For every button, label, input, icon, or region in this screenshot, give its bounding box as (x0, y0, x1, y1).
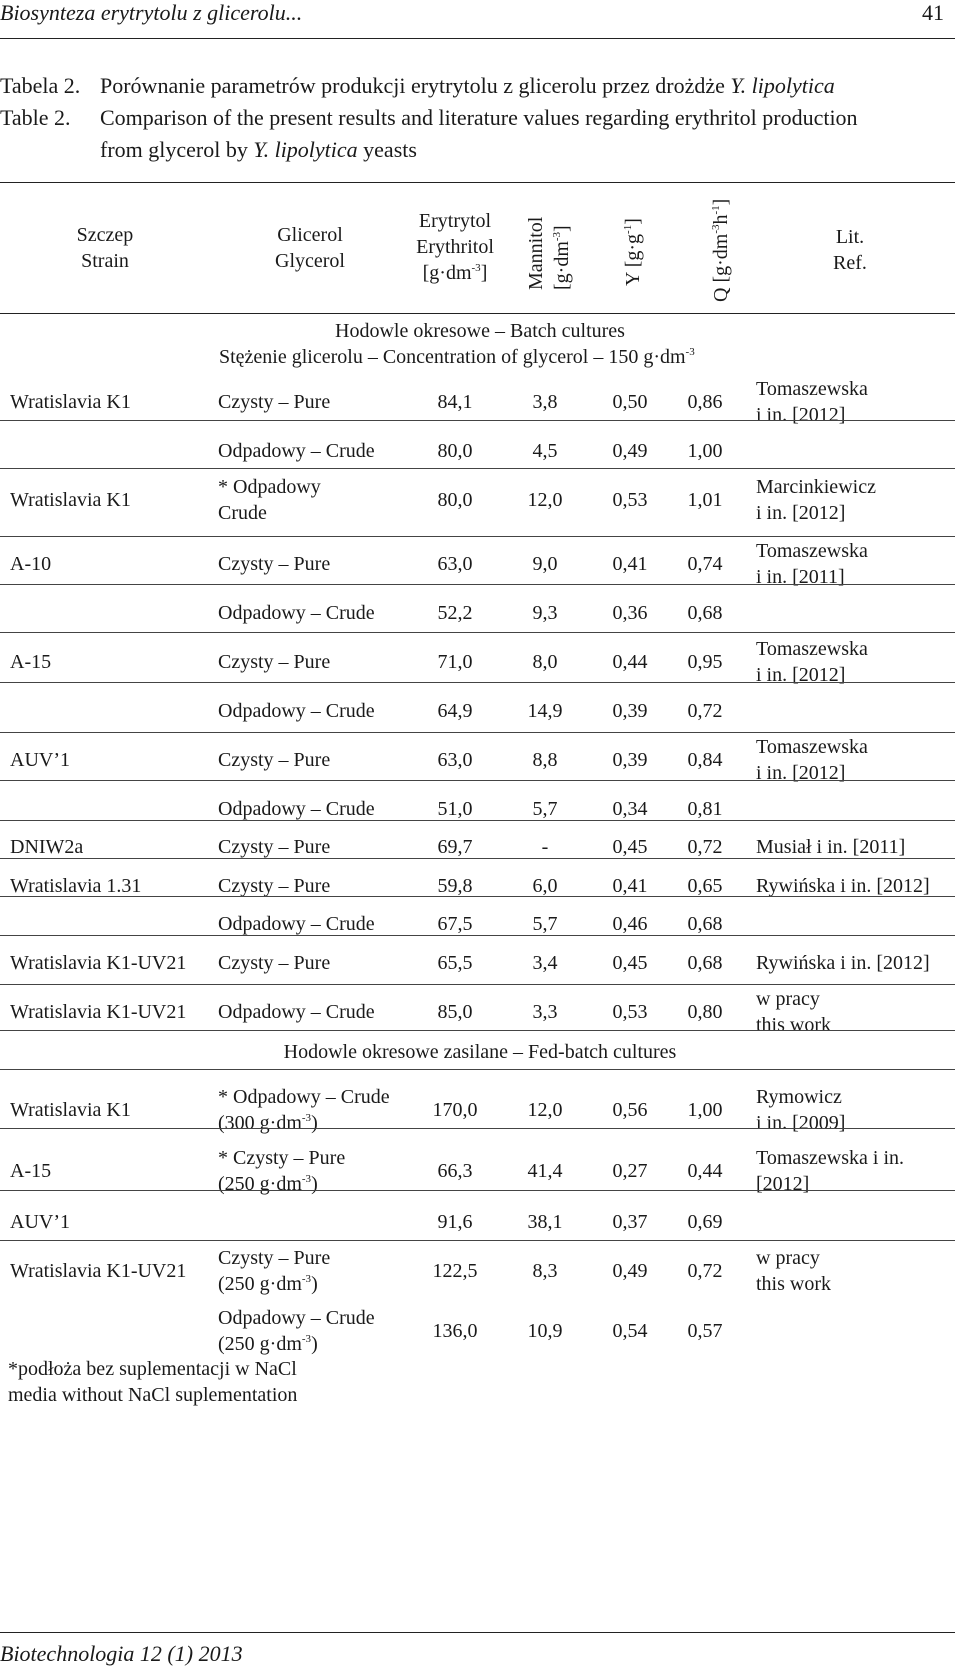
mannitol-cell: 38,1 (527, 1211, 563, 1233)
strain-cell: AUV’1 (10, 1211, 70, 1233)
header-glycerol-pl: Glicerol (277, 224, 343, 246)
mannitol-cell: 9,3 (532, 602, 558, 624)
erythritol-cell: 67,5 (437, 913, 473, 935)
glycerol-cell: Odpadowy – Crude (218, 602, 375, 624)
glycerol-cell: Odpadowy – Crude (218, 440, 375, 462)
yield-cell: 0,56 (612, 1099, 648, 1121)
glycerol-cell: Czysty – Pure (218, 875, 331, 897)
header-strain-en: Strain (81, 250, 129, 272)
reference-cell-line-2: i in. [2009] (756, 1112, 846, 1134)
glycerol-cell: Czysty – Pure (218, 749, 331, 771)
productivity-cell: 0,69 (687, 1211, 723, 1233)
erythritol-cell: 71,0 (437, 651, 473, 673)
erythritol-cell: 65,5 (437, 952, 473, 974)
header-glycerol-en: Glycerol (275, 250, 345, 272)
strain-cell: Wratislavia K1-UV21 (10, 1001, 187, 1023)
erythritol-cell: 51,0 (437, 798, 473, 820)
batch-section-subtitle: Stężenie glicerolu – Concentration of glycerol – 150 $g\cdot dm^{-3}$ (219, 346, 695, 368)
strain-cell: Wratislavia K1 (10, 1099, 131, 1121)
productivity-cell: 0,72 (687, 836, 723, 858)
header-erythritol-pl: Erytrytol (418, 210, 492, 232)
table-row-rule (0, 984, 955, 985)
footnote-line-1: *podłoża bez suplementacji w NaCl (8, 1358, 297, 1380)
table-row-rule (0, 1128, 955, 1129)
glycerol-cell: * Odpadowy – Crude (218, 1086, 390, 1108)
mannitol-cell: 14,9 (527, 700, 563, 722)
header-productivity: Q $[g\cdot dm^{-3}h^{-1}]$ (710, 198, 732, 302)
table-row-rule (0, 536, 955, 537)
strain-cell: A-10 (10, 553, 52, 575)
productivity-cell: 0,72 (687, 1260, 723, 1282)
productivity-cell: 0,86 (687, 391, 723, 413)
caption-en-text-1: Comparison of the present results and literature values regarding erythritol production (100, 105, 858, 130)
table-row-rule (0, 732, 955, 733)
header-erythritol-en: Erythritol (416, 236, 494, 258)
mannitol-cell: 3,3 (532, 1001, 558, 1023)
running-head-title: Biosynteza erytrytolu z glicerolu... (0, 0, 303, 25)
mannitol-cell: 4,5 (532, 440, 558, 462)
mannitol-cell: - (541, 836, 549, 858)
reference-cell: Tomaszewska i in. (756, 1147, 905, 1169)
header-mannitol: Mannitol (525, 216, 547, 290)
table-row-rule (0, 1240, 955, 1241)
productivity-cell: 1,01 (687, 489, 723, 511)
reference-cell-line-2: [2012] (756, 1173, 810, 1195)
footer-journal: Biotechnologia 12 (1) 2013 (0, 1641, 243, 1666)
reference-cell: w pracy (756, 1247, 820, 1269)
productivity-cell: 0,81 (687, 798, 723, 820)
caption-en-label: Table 2. (0, 105, 71, 130)
glycerol-cell: Czysty – Pure (218, 836, 331, 858)
caption-en-text-2: from glycerol by Y. lipolytica yeasts (100, 137, 417, 162)
erythritol-cell: 66,3 (437, 1160, 473, 1182)
yield-cell: 0,34 (612, 798, 648, 820)
productivity-cell: 1,00 (687, 1099, 723, 1121)
reference-cell: Rywińska i in. [2012] (756, 952, 930, 974)
table-row-rule (0, 820, 955, 821)
reference-cell: Tomaszewska (756, 638, 868, 660)
erythritol-cell: 85,0 (437, 1001, 473, 1023)
strain-cell: A-15 (10, 1160, 52, 1182)
strain-cell: Wratislavia 1.31 (10, 875, 142, 897)
table-row-rule (0, 468, 955, 469)
glycerol-cell-line-2: (250 $g\cdot dm^{-3}$) (218, 1273, 318, 1295)
glycerol-cell: Odpadowy – Crude (218, 700, 375, 722)
glycerol-cell: Odpadowy – Crude (218, 1307, 375, 1329)
reference-cell-line-2: i in. [2012] (756, 664, 846, 686)
reference-cell-line-2: i in. [2012] (756, 502, 846, 524)
erythritol-cell: 80,0 (437, 440, 473, 462)
mannitol-cell: 10,9 (527, 1320, 563, 1342)
yield-cell: 0,45 (612, 952, 648, 974)
table-top-rule (0, 182, 955, 183)
header-bottom-rule (0, 313, 955, 314)
table-row-rule (0, 858, 955, 859)
productivity-cell: 0,95 (687, 651, 723, 673)
strain-cell: Wratislavia K1-UV21 (10, 1260, 187, 1282)
mannitol-cell: 5,7 (532, 913, 558, 935)
fed-title-rule (0, 1069, 955, 1070)
glycerol-cell: Odpadowy – Crude (218, 913, 375, 935)
glycerol-cell-line-2: (300 $g\cdot dm^{-3}$) (218, 1112, 318, 1134)
glycerol-cell: * Czysty – Pure (218, 1147, 346, 1169)
glycerol-cell: Czysty – Pure (218, 651, 331, 673)
fed-section-title: Hodowle okresowe zasilane – Fed-batch cultures (283, 1041, 677, 1063)
yield-cell: 0,45 (612, 836, 648, 858)
glycerol-cell: Odpadowy – Crude (218, 1001, 375, 1023)
productivity-cell: 0,72 (687, 700, 723, 722)
yield-cell: 0,36 (612, 602, 648, 624)
erythritol-cell: 59,8 (437, 875, 473, 897)
reference-cell-line-2: this work (756, 1273, 831, 1295)
reference-cell-line-2: i in. [2012] (756, 404, 846, 426)
table-row-rule (0, 935, 955, 936)
productivity-cell: 0,68 (687, 602, 723, 624)
header-mannitol-unit: $[g\cdot dm^{-3}]$ (551, 225, 573, 290)
page-number: 41 (922, 0, 944, 25)
header-yield: Y $[g\cdot g^{-1}]$ (622, 218, 644, 286)
batch-section-title: Hodowle okresowe – Batch cultures (335, 320, 625, 342)
table-row-rule (0, 1190, 955, 1191)
glycerol-cell-line-2: (250 $g\cdot dm^{-3}$) (218, 1173, 318, 1195)
reference-cell: Rymowicz (756, 1086, 842, 1108)
erythritol-cell: 170,0 (432, 1099, 478, 1121)
header-ref: Ref. (833, 252, 867, 274)
productivity-cell: 0,80 (687, 1001, 723, 1023)
productivity-cell: 0,65 (687, 875, 723, 897)
glycerol-cell-line-2: (250 $g\cdot dm^{-3}$) (218, 1333, 318, 1355)
reference-cell: w pracy (756, 988, 820, 1010)
strain-cell: AUV’1 (10, 749, 70, 771)
yield-cell: 0,39 (612, 700, 648, 722)
reference-cell-line-2: this work (756, 1014, 831, 1036)
yield-cell: 0,53 (612, 489, 648, 511)
footer-rule (0, 1632, 955, 1633)
caption-pl-text: Porównanie parametrów produkcji erytrytolu z glicerolu przez drożdże Y. lipolytica (100, 73, 835, 98)
erythritol-cell: 84,1 (437, 391, 473, 413)
erythritol-cell: 80,0 (437, 489, 473, 511)
strain-cell: A-15 (10, 651, 52, 673)
mannitol-cell: 3,4 (532, 952, 558, 974)
yield-cell: 0,53 (612, 1001, 648, 1023)
mannitol-cell: 12,0 (527, 489, 563, 511)
glycerol-cell: Czysty – Pure (218, 553, 331, 575)
mannitol-cell: 12,0 (527, 1099, 563, 1121)
strain-cell: Wratislavia K1 (10, 489, 131, 511)
reference-cell: Musiał i in. [2011] (756, 836, 906, 858)
productivity-cell: 0,84 (687, 749, 723, 771)
yield-cell: 0,27 (612, 1160, 648, 1182)
yield-cell: 0,50 (612, 391, 648, 413)
header-lit: Lit. (835, 226, 865, 248)
caption-pl-label: Tabela 2. (0, 73, 81, 98)
mannitol-cell: 8,3 (532, 1260, 558, 1282)
erythritol-cell: 64,9 (437, 700, 473, 722)
yield-cell: 0,37 (612, 1211, 648, 1233)
reference-cell-line-2: i in. [2012] (756, 762, 846, 784)
glycerol-cell: Czysty – Pure (218, 952, 331, 974)
strain-cell: Wratislavia K1 (10, 391, 131, 413)
mannitol-cell: 8,8 (532, 749, 558, 771)
header-erythritol-unit: $[g\cdot dm^{-3}]$ (422, 262, 488, 284)
mannitol-cell: 9,0 (532, 553, 558, 575)
yield-cell: 0,54 (612, 1320, 648, 1342)
reference-cell: Tomaszewska (756, 736, 868, 758)
table-row-rule (0, 682, 955, 683)
table-row-rule (0, 584, 955, 585)
table-row-rule (0, 632, 955, 633)
productivity-cell: 1,00 (687, 440, 723, 462)
yield-cell: 0,46 (612, 913, 648, 935)
footnote-line-2: media without NaCl suplementation (8, 1384, 298, 1406)
yield-cell: 0,39 (612, 749, 648, 771)
table-row-rule (0, 420, 955, 421)
mannitol-cell: 8,0 (532, 651, 558, 673)
yield-cell: 0,41 (612, 553, 648, 575)
productivity-cell: 0,68 (687, 952, 723, 974)
glycerol-cell: Czysty – Pure (218, 391, 331, 413)
mannitol-cell: 3,8 (532, 391, 558, 413)
glycerol-cell: Odpadowy – Crude (218, 798, 375, 820)
erythritol-cell: 63,0 (437, 749, 473, 771)
erythritol-cell: 63,0 (437, 553, 473, 575)
glycerol-cell-line-2: Crude (218, 502, 267, 524)
erythritol-cell: 91,6 (437, 1211, 473, 1233)
productivity-cell: 0,44 (687, 1160, 723, 1182)
header-strain-pl: Szczep (76, 224, 134, 246)
erythritol-cell: 69,7 (437, 836, 473, 858)
productivity-cell: 0,57 (687, 1320, 723, 1342)
mannitol-cell: 5,7 (532, 798, 558, 820)
yield-cell: 0,49 (612, 440, 648, 462)
yield-cell: 0,44 (612, 651, 648, 673)
reference-cell-line-2: i in. [2011] (756, 566, 845, 588)
yield-cell: 0,49 (612, 1260, 648, 1282)
reference-cell: Tomaszewska (756, 540, 868, 562)
header-rule (0, 38, 955, 39)
glycerol-cell: * Odpadowy (218, 476, 321, 498)
productivity-cell: 0,74 (687, 553, 723, 575)
reference-cell: Tomaszewska (756, 378, 868, 400)
strain-cell: DNIW2a (10, 836, 84, 858)
erythritol-cell: 136,0 (432, 1320, 478, 1342)
erythritol-cell: 122,5 (432, 1260, 478, 1282)
mannitol-cell: 41,4 (527, 1160, 563, 1182)
strain-cell: Wratislavia K1-UV21 (10, 952, 187, 974)
table-row-rule (0, 780, 955, 781)
glycerol-cell: Czysty – Pure (218, 1247, 331, 1269)
yield-cell: 0,41 (612, 875, 648, 897)
table-row-rule (0, 1030, 955, 1031)
reference-cell: Marcinkiewicz (756, 476, 876, 498)
table-row-rule (0, 896, 955, 897)
productivity-cell: 0,68 (687, 913, 723, 935)
mannitol-cell: 6,0 (532, 875, 558, 897)
erythritol-cell: 52,2 (437, 602, 473, 624)
reference-cell: Rywińska i in. [2012] (756, 875, 930, 897)
